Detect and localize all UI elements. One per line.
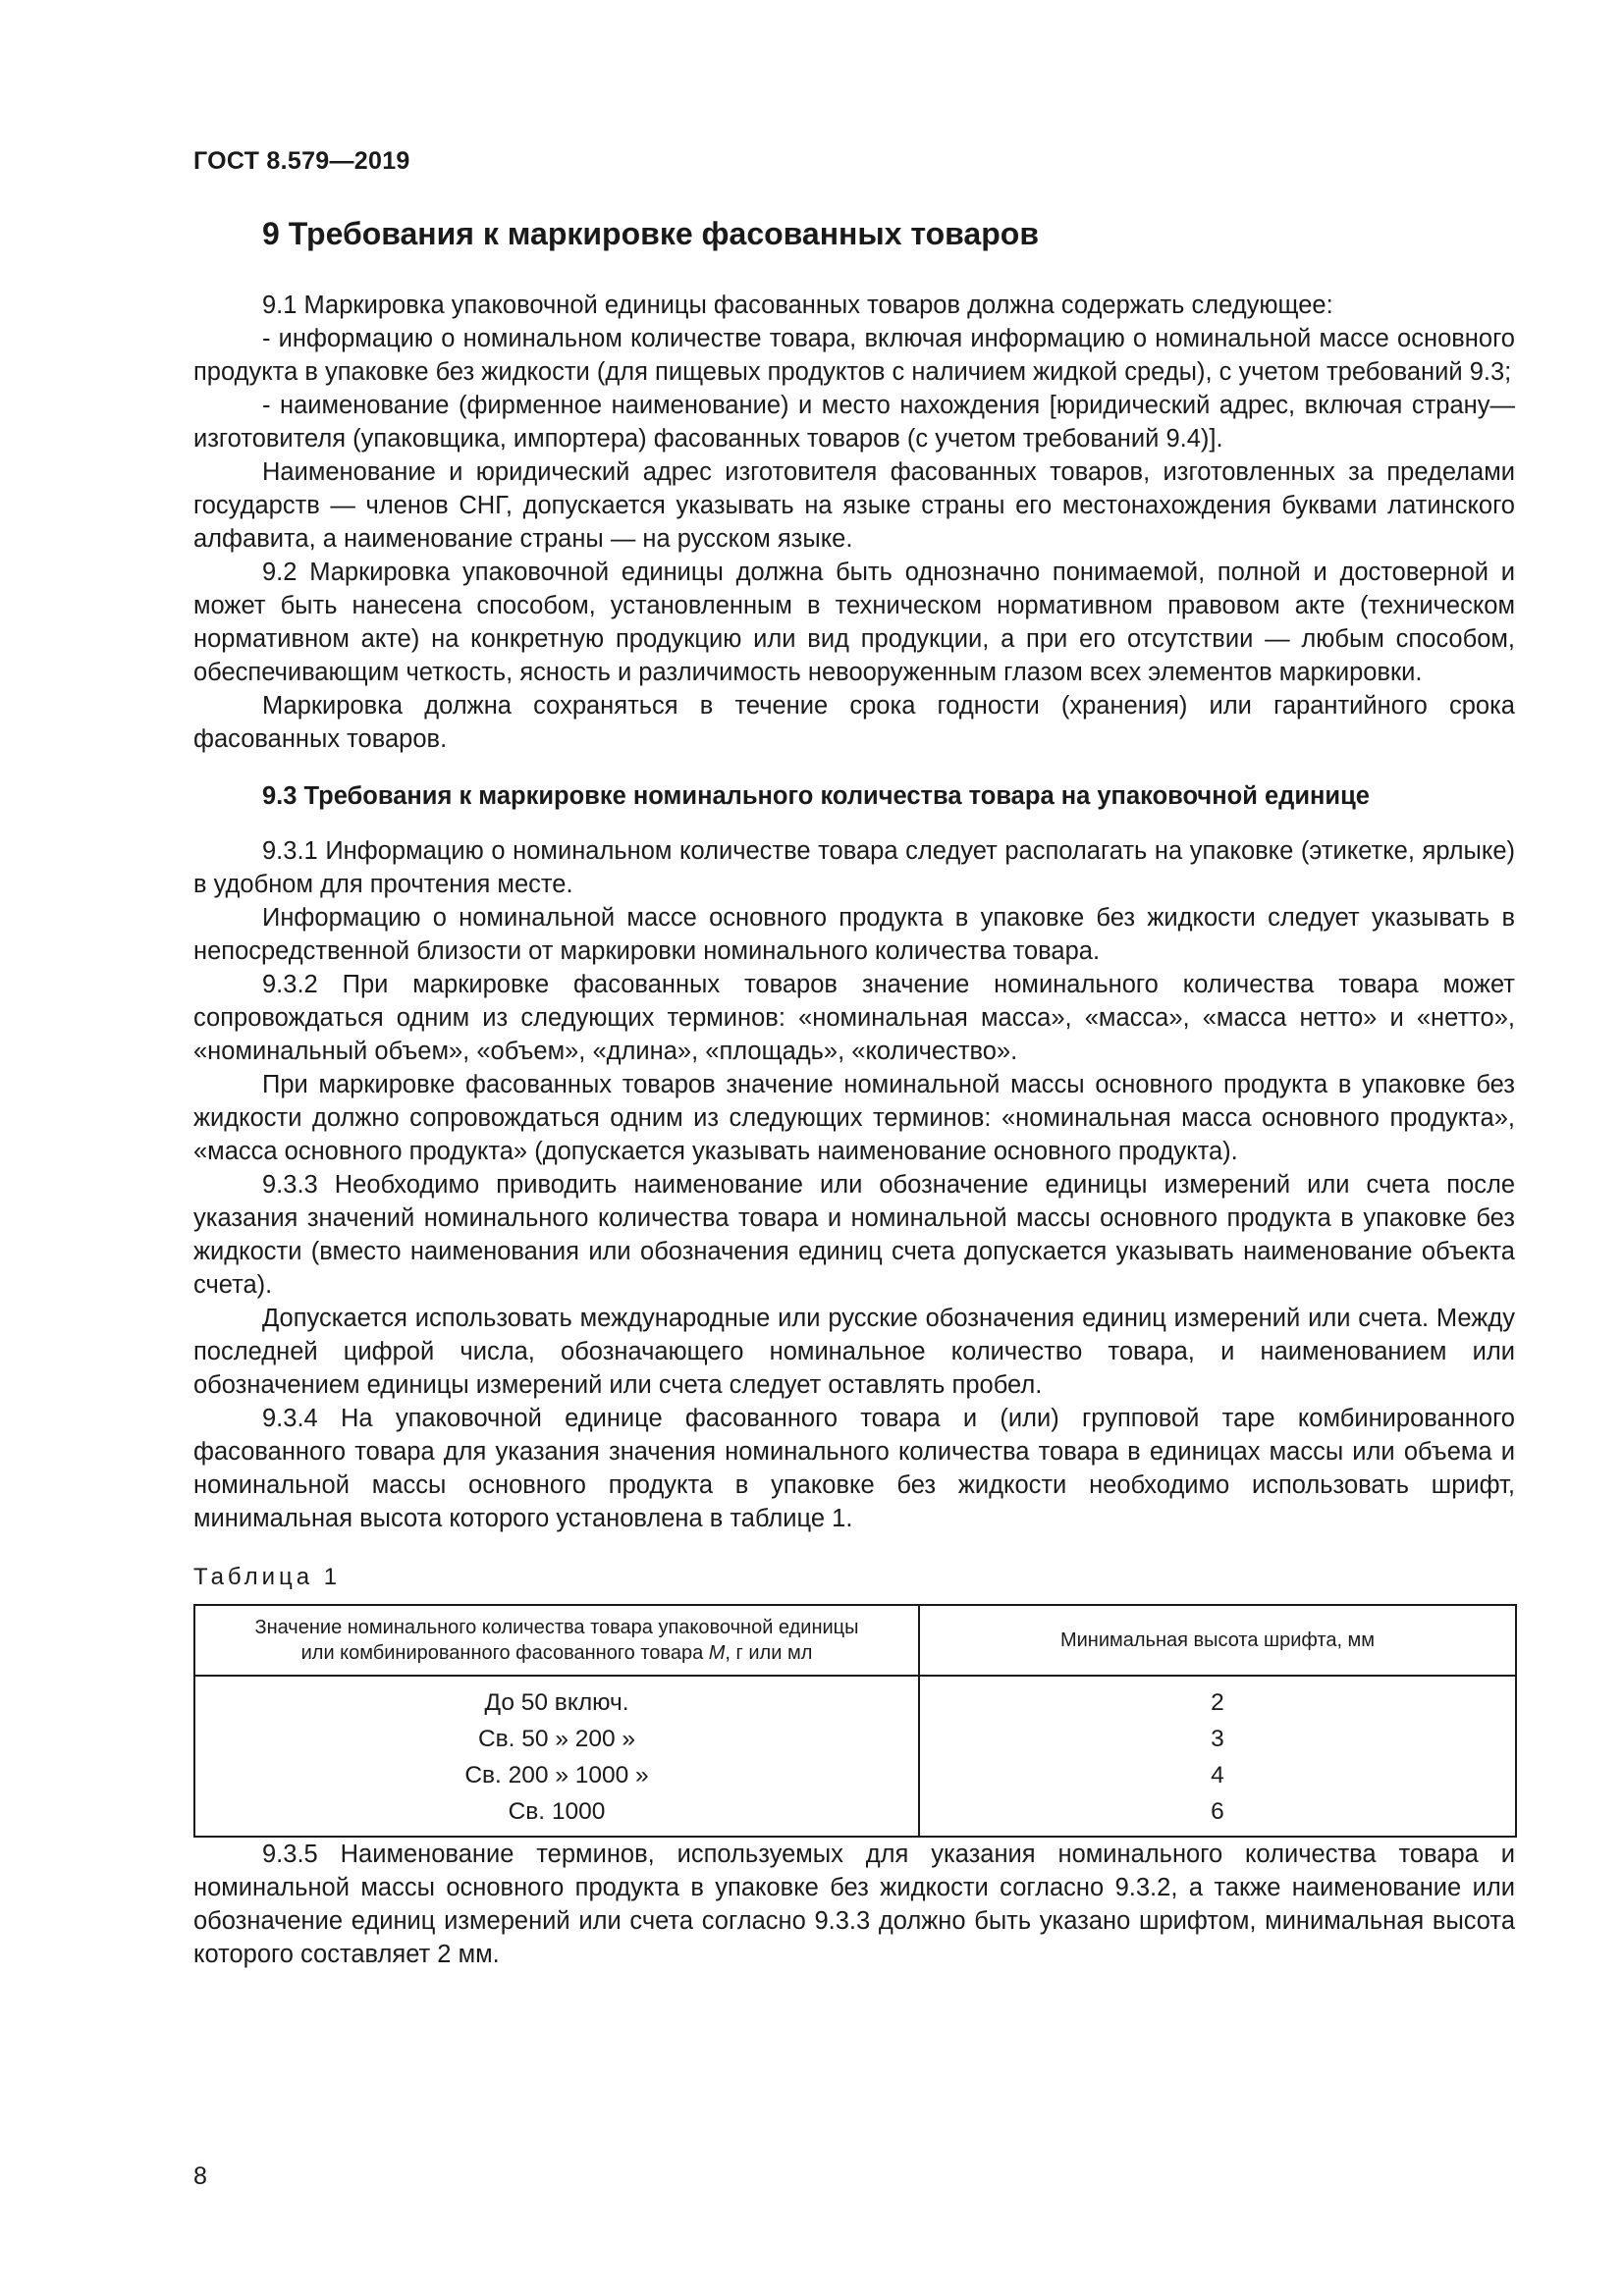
document-header: ГОСТ 8.579—2019 [193,147,410,175]
table-cell-height: 3 [919,1721,1516,1757]
paragraph-foreign-manufacturer: Наименование и юридический адрес изготовителя фасованных товаров, изготовленных за пределами государств — членов СНГ, допускается указывать на языке страны его местонахождения буквами латинского алфавита, а наименование страны — на русском языке. [193,458,1515,553]
list-item-nominal-quantity: - информацию о номинальном количестве товара, включая информацию о номинальной массе основного продукта в упаковке без жидкости (для пищевых продуктов с наличием жидкой среды), с учетом требований 9.3; [193,325,1515,386]
table-cell-range: Св. 50 » 200 » [194,1721,919,1757]
table-cell-range: До 50 включ. [194,1676,919,1721]
table-header-quantity-symbol: M [708,1642,726,1664]
paragraph-9-1: 9.1 Маркировка упаковочной единицы фасованных товаров должна содержать следующее: [262,292,1333,319]
paragraph-9-3-5: 9.3.5 Наименование терминов, используемых для указания номинального количества товара и номинальной массы основного продукта в упаковке без жидкости согласно 9.3.2, а также наименование или обозначение единиц измерений или счета согласно 9.3.3 должно быть указано шрифтом, минимальная высота которого составляет 2 мм. [193,1841,1515,1968]
list-item-manufacturer-name: - наименование (фирменное наименование) и место нахождения [юридический адрес, включая страну—изготовителя (упаковщика, импортера) фасованных товаров (с учетом требований 9.4)]. [193,392,1515,453]
table-row [194,1757,1516,1793]
table-caption: Таблица 1 [193,1564,342,1590]
table-header-quantity-line1: Значение номинального количества товара упаковочной единицы [254,1617,859,1638]
table-cell-height: 4 [919,1757,1516,1793]
paragraph-9-3-2: 9.3.2 При маркировке фасованных товаров значение номинального количества товара может сопровождаться одним из следующих терминов: «номинальная масса», «масса», «масса нетто» и «нетто», «номинальный объем», «объем», «длина», «площадь», «количество». [193,971,1515,1065]
table-row [194,1793,1516,1837]
table-header-font-height: Минимальная высота шрифта, мм [919,1605,1516,1676]
paragraph-unit-notation: Допускается использовать международные или русские обозначения единиц измерений или счета. Между последней цифрой числа, обозначающего номинальное количество товара, и наименованием или обозначением единицы измерений или счета следует оставлять пробел. [193,1305,1515,1399]
page-number: 8 [193,2163,207,2190]
paragraph-9-3-1: 9.3.1 Информацию о номинальном количестве товара следует располагать на упаковке (этикетке, ярлыке) в удобном для прочтения месте. [193,837,1515,898]
table-cell-range: Св. 1000 [194,1793,919,1837]
paragraph-marking-retention: Маркировка должна сохраняться в течение срока годности (хранения) или гарантийного срока фасованных товаров. [193,692,1515,753]
section-title: 9 Требования к маркировке фасованных товаров [262,216,1039,251]
table-header-quantity-line2-post: , г или мл [725,1642,813,1664]
table-cell-height: 2 [919,1676,1516,1721]
table-cell-height: 6 [919,1793,1516,1837]
table-header-row [194,1605,1516,1676]
paragraph-9-3-4: 9.3.4 На упаковочной единице фасованного товара и (или) групповой таре комбинированного фасованного товара для указания значения номинального количества товара в единицах массы или объема и номинальной массы основного продукта в упаковке без жидкости необходимо использовать шрифт, минимальная высота которого установлена в таблице 1. [193,1405,1515,1532]
table-row [194,1676,1516,1721]
table-row [194,1721,1516,1757]
paragraph-main-product-terms: При маркировке фасованных товаров значение номинальной массы основного продукта в упаковке без жидкости должно сопровождаться одним из следующих терминов: «номинальная масса основного продукта», «масса основного продукта» (допускается указывать наименование основного продукта). [193,1071,1515,1165]
font-height-table [193,1604,1517,1838]
paragraph-9-3-3: 9.3.3 Необходимо приводить наименование или обозначение единицы измерений или счета после указания значений номинального количества товара и номинальной массы основного продукта в упаковке без жидкости (вместо наименования или обозначения единиц счета допускается указывать наименование объекта счета). [193,1171,1515,1299]
table-header-quantity [194,1605,919,1676]
subsection-title: 9.3 Требования к маркировке номинального количества товара на упаковочной единице [262,782,1370,810]
table-cell-range: Св. 200 » 1000 » [194,1757,919,1793]
document-body [193,214,1515,1971]
paragraph-9-2: 9.2 Маркировка упаковочной единицы должна быть однозначно понимаемой, полной и достоверной и может быть нанесена способом, установленным в техническом нормативном правовом акте (техническом нормативном акте) на конкретную продукцию или вид продукции, а при его отсутствии — любым способом, обеспечивающим четкость, ясность и различимость невооруженным глазом всех элементов маркировки. [193,559,1515,686]
table-header-quantity-line2-pre: или комбинированного фасованного товара [300,1642,709,1664]
paragraph-net-mass-info: Информацию о номинальной массе основного продукта в упаковке без жидкости следует указывать в непосредственной близости от маркировки номинального количества товара. [193,904,1515,965]
